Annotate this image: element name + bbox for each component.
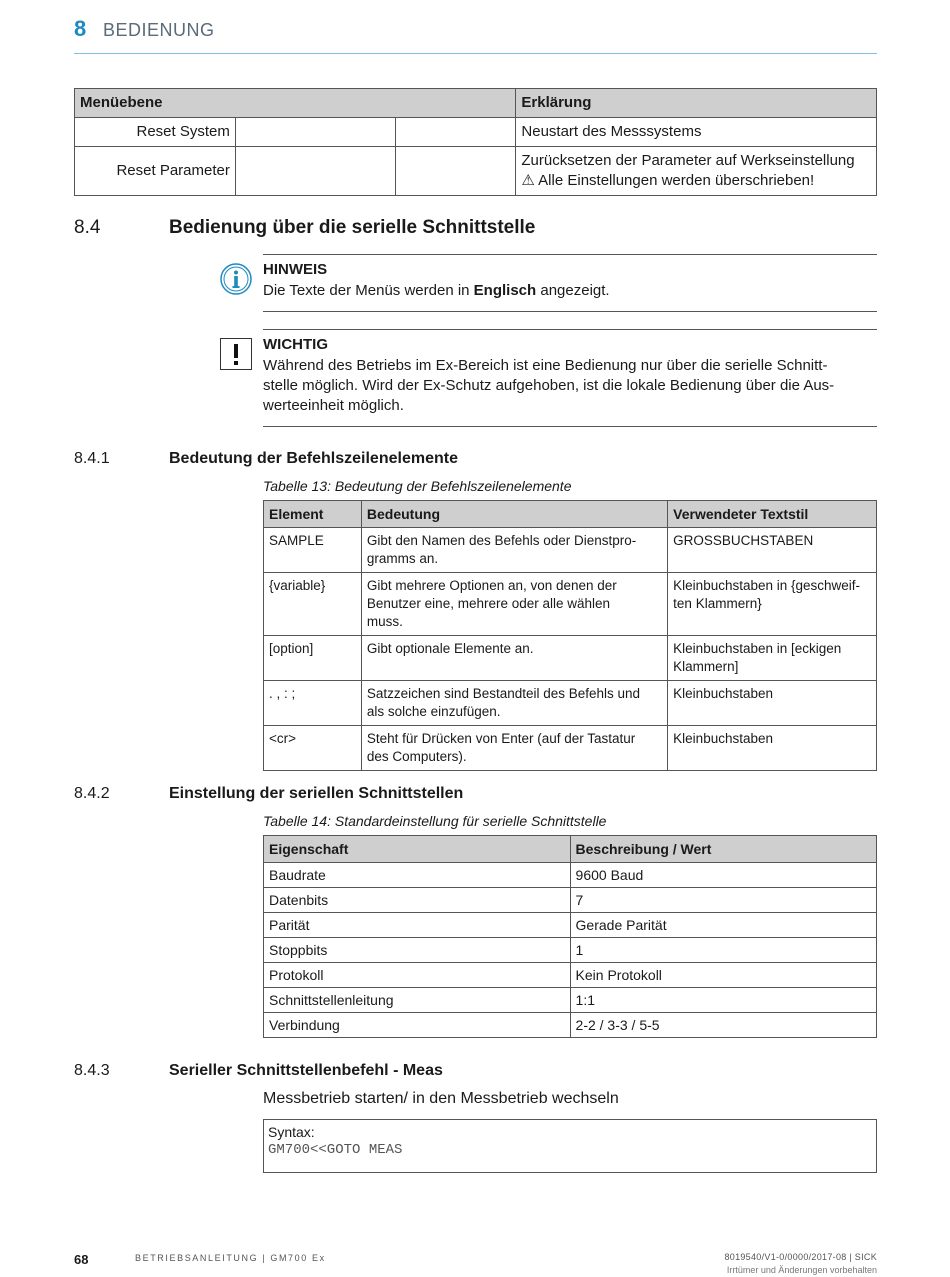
- info-circle-icon: [219, 262, 253, 296]
- table-cell: Baudrate: [264, 863, 571, 888]
- menu-cell-text: Neustart des Messsystems: [516, 118, 877, 147]
- table-cell: Schnittstellenleitung: [264, 988, 571, 1013]
- table-row: [264, 913, 877, 938]
- body-text: Messbetrieb starten/ in den Messbetrieb wechseln: [263, 1090, 619, 1107]
- table-cell: <cr>: [264, 726, 362, 771]
- wichtig-line: werteeinheit möglich.: [263, 397, 404, 414]
- disclaimer: Irrtümer und Änderungen vorbehalten: [726, 1265, 877, 1275]
- column-header: Eigenschaft: [264, 836, 571, 863]
- table-row: [264, 573, 877, 636]
- subsection-title: Serieller Schnittstellenbefehl - Meas: [169, 1062, 443, 1079]
- table-cell: . , : ;: [264, 681, 362, 726]
- document-title: BETRIEBSANLEITUNG | GM700 Ex: [135, 1253, 326, 1263]
- table-cell: {variable}: [264, 573, 362, 636]
- table-row: [264, 963, 877, 988]
- wichtig-title: WICHTIG: [263, 336, 328, 353]
- table-cell: Kleinbuchstaben: [668, 726, 877, 771]
- syntax-label: Syntax:: [268, 1124, 315, 1140]
- table-cell: Satzzeichen sind Bestandteil des Befehls und als solche einzufügen.: [361, 681, 667, 726]
- notice-divider: [263, 311, 877, 312]
- notice-divider: [263, 329, 877, 330]
- wichtig-line: stelle möglich. Wird der Ex-Schutz aufgehoben, ist die lokale Bedienung über die Aus-: [263, 377, 835, 394]
- column-header: Bedeutung: [361, 501, 667, 528]
- table-row: [75, 118, 877, 147]
- table-cell: Parität: [264, 913, 571, 938]
- table-row: [264, 863, 877, 888]
- menu-cell-label: Reset System: [75, 118, 236, 147]
- table-row: [264, 681, 877, 726]
- table-cell: Gerade Parität: [570, 913, 876, 938]
- table-cell: Gibt optionale Elemente an.: [361, 636, 667, 681]
- table-cell: GROSSBUCHSTABEN: [668, 528, 877, 573]
- table-cell: Gibt mehrere Optionen an, von denen der Benutzer eine, mehrere oder alle wählen muss.: [361, 573, 667, 636]
- table-cell: Kleinbuchstaben in {geschweif- ten Klammern}: [668, 573, 877, 636]
- table-cell: 7: [570, 888, 876, 913]
- serial-settings-table: [263, 835, 877, 1038]
- table-cell: 1:1: [570, 988, 876, 1013]
- table-row: [264, 938, 877, 963]
- table-cell: Kleinbuchstaben in [eckigen Klammern]: [668, 636, 877, 681]
- table-row: [264, 988, 877, 1013]
- section-title: Bedienung über die serielle Schnittstelle: [169, 217, 536, 238]
- table-cell: Kleinbuchstaben: [668, 681, 877, 726]
- syntax-code: GM700<<GOTO MEAS: [268, 1142, 403, 1158]
- table-cell: Protokoll: [264, 963, 571, 988]
- table-caption: Tabelle 14: Standardeinstellung für serielle Schnittstelle: [263, 813, 607, 829]
- menu-cell-text: [516, 147, 877, 196]
- column-header: Beschreibung / Wert: [570, 836, 876, 863]
- table-cell: 1: [570, 938, 876, 963]
- table-row: [264, 636, 877, 681]
- chapter-title: BEDIENUNG: [103, 20, 215, 40]
- subsection-title: Bedeutung der Befehlszeilenelemente: [169, 450, 458, 467]
- menu-header-erklaerung: Erklärung: [516, 89, 877, 118]
- table-cell: 2-2 / 3-3 / 5-5: [570, 1013, 876, 1038]
- table-caption: Tabelle 13: Bedeutung der Befehlszeilenelemente: [263, 478, 572, 494]
- subsection-title: Einstellung der seriellen Schnittstellen: [169, 785, 464, 802]
- hinweis-title: HINWEIS: [263, 261, 328, 278]
- chapter-number: 8: [74, 16, 87, 41]
- exclamation-box-icon: [220, 338, 252, 370]
- table-row: [264, 726, 877, 771]
- table-row: [264, 888, 877, 913]
- table-cell: Verbindung: [264, 1013, 571, 1038]
- table-cell: Stoppbits: [264, 938, 571, 963]
- column-header: Element: [264, 501, 362, 528]
- table-cell: Steht für Drücken von Enter (auf der Tastatur des Computers).: [361, 726, 667, 771]
- notice-divider: [263, 254, 877, 255]
- wichtig-line: Während des Betriebs im Ex-Bereich ist eine Bedienung nur über die serielle Schnitt-: [263, 357, 828, 374]
- table-row: [264, 528, 877, 573]
- header-divider: [74, 53, 877, 54]
- column-header: Verwendeter Textstil: [668, 501, 877, 528]
- menu-header-menuebene: Menüebene: [75, 89, 516, 118]
- subsection-number: 8.4.2: [74, 785, 110, 802]
- warning-line: ⚠ Alle Einstellungen werden überschrieben!: [521, 172, 815, 189]
- table-cell: 9600 Baud: [570, 863, 876, 888]
- menu-cell-label: Reset Parameter: [75, 147, 236, 196]
- menu-cell-line: Zurücksetzen der Parameter auf Werkseinstellung: [521, 152, 855, 169]
- menu-table: [74, 88, 877, 196]
- table-cell: [option]: [264, 636, 362, 681]
- subsection-number: 8.4.1: [74, 450, 110, 467]
- table-cell: Gibt den Namen des Befehls oder Dienstpro- gramms an.: [361, 528, 667, 573]
- table-cell: Kein Protokoll: [570, 963, 876, 988]
- table-row: [264, 1013, 877, 1038]
- table-row: [75, 147, 877, 196]
- command-elements-table: [263, 500, 877, 771]
- subsection-number: 8.4.3: [74, 1062, 110, 1079]
- table-cell: Datenbits: [264, 888, 571, 913]
- document-id: 8019540/V1-0/0000/2017-08 | SICK: [724, 1252, 877, 1262]
- page-number: 68: [74, 1252, 89, 1267]
- section-number: 8.4: [74, 217, 101, 238]
- hinweis-text: Die Texte der Menüs werden in Englisch angezeigt.: [263, 282, 610, 299]
- notice-divider: [263, 426, 877, 427]
- table-cell: SAMPLE: [264, 528, 362, 573]
